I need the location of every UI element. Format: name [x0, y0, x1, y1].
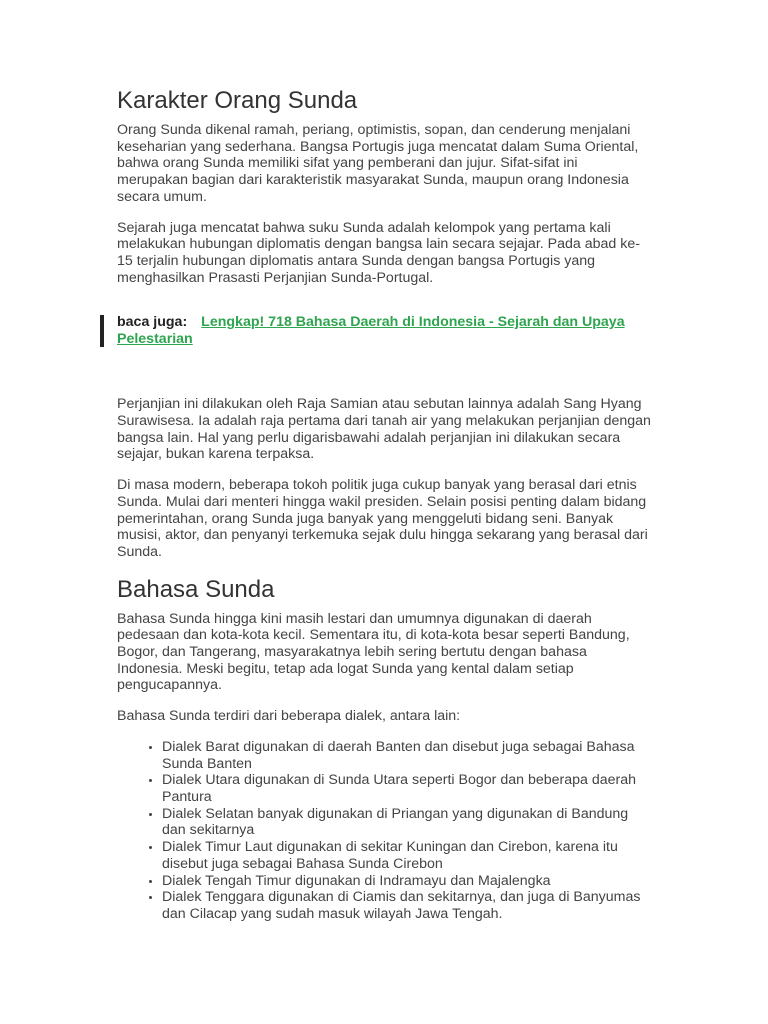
related-article-link[interactable]: Lengkap! 718 Bahasa Daerah di Indonesia - Sejarah dan Upaya Pelestarian: [117, 314, 625, 348]
list-item: • Dialek Utara digunakan di Sunda Utara seperti Bogor dan beberapa daerah Pantura: [162, 772, 651, 805]
paragraph: Orang Sunda dikenal ramah, periang, optimistis, sopan, dan cenderung menjalani keseharian yang sederhana. Bangsa Portugis juga mencatat dalam Suma Oriental, bahwa orang Sunda memiliki sifat yang pemberani dan jujur. Sifat-sifat ini merupakan bagian dari karakteristik masyarakat Sunda, maupun orang Indonesia secara umum.: [117, 122, 639, 205]
paragraph: Perjanjian ini dilakukan oleh Raja Samian atau sebutan lainnya adalah Sang Hyang Surawisesa. Ia adalah raja pertama dari tanah air yang melakukan perjanjian dengan bangsa lain. Hal yang perlu digarisbawahi adalah perjanjian ini dilakukan secara sejajar, bukan karena terpaksa.: [117, 396, 651, 463]
list-item: • Dialek Tenggara digunakan di Ciamis dan sekitarnya, dan juga di Banyumas dan Cilacap yang sudah masuk wilayah Jawa Tengah.: [162, 889, 651, 922]
article-body: [117, 86, 651, 923]
list-item: • Dialek Barat digunakan di daerah Banten dan disebut juga sebagai Bahasa Sunda Banten: [162, 739, 651, 772]
related-article-callout: [117, 314, 651, 348]
section-heading-bahasa: Bahasa Sunda: [117, 575, 275, 603]
paragraph: Bahasa Sunda terdiri dari beberapa dialek, antara lain:: [117, 708, 461, 725]
paragraph: Bahasa Sunda hingga kini masih lestari dan umumnya digunakan di daerah pedesaan dan kota-kota kecil. Sementara itu, di kota-kota besar seperti Bandung, Bogor, dan Tangerang, masyarakatnya lebih sering bertutu dengan bahasa Indonesia. Meski begitu, tetap ada logat Sunda yang kental dalam setiap pengucapannya.: [117, 610, 630, 694]
list-item: • Dialek Selatan banyak digunakan di Priangan yang digunakan di Bandung dan sekitarnya: [162, 806, 651, 839]
section-heading-karakter: Karakter Orang Sunda: [117, 87, 358, 114]
callout-bar: [100, 315, 104, 347]
related-label: baca juga:: [117, 314, 188, 331]
dialect-list: [117, 739, 651, 923]
list-item: • Dialek Tengah Timur digunakan di Indramayu dan Majalengka: [162, 873, 651, 890]
list-item: • Dialek Timur Laut digunakan di sekitar Kuningan dan Cirebon, karena itu disebut juga sebagai Bahasa Sunda Cirebon: [162, 839, 651, 872]
paragraph: Sejarah juga mencatat bahwa suku Sunda adalah kelompok yang pertama kali melakukan hubungan diplomatis dengan bangsa lain secara sejajar. Pada abad ke-15 terjalin hubungan diplomatis antara Sunda dengan bangsa Portugis yang menghasilkan Prasasti Perjanjian Sunda-Portugal.: [117, 219, 640, 286]
paragraph: Di masa modern, beberapa tokoh politik juga cukup banyak yang berasal dari etnis Sunda. Mulai dari menteri hingga wakil presiden. Selain posisi penting dalam bidang pemerintahan, orang Sunda juga banyak yang menggeluti bidang seni. Banyak musisi, aktor, dan penyanyi terkemuka sejak dulu hingga sekarang yang berasal dari Sunda.: [117, 477, 648, 560]
